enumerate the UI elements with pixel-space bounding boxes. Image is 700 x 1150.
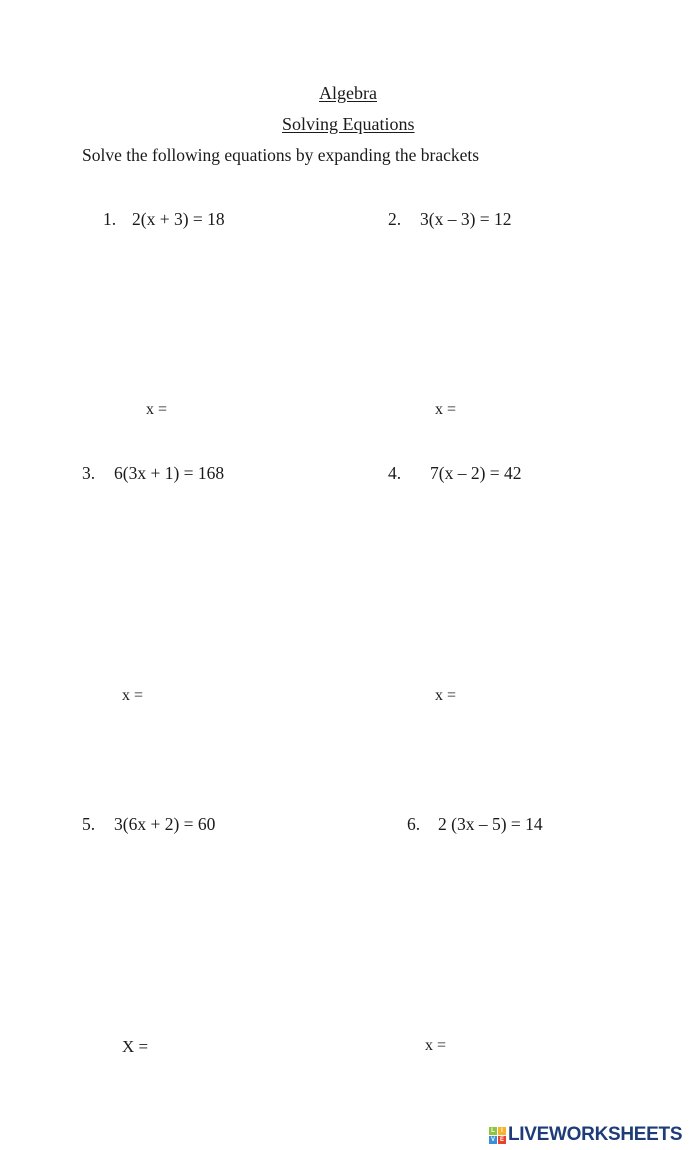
- answer-label-4: x =: [435, 687, 457, 704]
- question-6: [407, 814, 543, 835]
- question-number: 1.: [103, 209, 117, 229]
- logo-letter: E: [499, 1136, 504, 1143]
- question-4: [388, 463, 522, 484]
- question-number: 5.: [82, 814, 96, 834]
- answer-label-5: X =: [122, 1037, 149, 1056]
- worksheet-title: Algebra: [319, 83, 377, 103]
- logo-letter: I: [498, 1127, 506, 1135]
- answer-label-6: x =: [425, 1037, 447, 1054]
- brand-name: LIVEWORKSHEETS: [508, 1124, 683, 1145]
- question-number: 3.: [82, 463, 96, 483]
- live-blocks-icon: [489, 1127, 506, 1144]
- question-number: 6.: [407, 814, 421, 834]
- worksheet-subtitle: Solving Equations: [282, 114, 415, 134]
- liveworksheets-logo: [489, 1124, 682, 1146]
- answer-label-1: x =: [146, 401, 168, 418]
- instructions: Solve the following equations by expanding the brackets: [82, 145, 480, 165]
- question-equation: 6(3x + 1) = 168: [114, 463, 225, 483]
- question-3: [82, 463, 224, 484]
- question-number: 4.: [388, 463, 402, 483]
- question-equation: 2(x + 3) = 18: [132, 209, 225, 229]
- answer-label-3: x =: [122, 687, 144, 704]
- question-equation: 7(x – 2) = 42: [430, 463, 522, 483]
- answer-label-2: x =: [435, 401, 457, 418]
- question-5: [82, 814, 215, 835]
- logo-letter: L: [489, 1127, 497, 1135]
- question-equation: 2 (3x – 5) = 14: [438, 814, 543, 834]
- logo-letter: V: [490, 1136, 495, 1143]
- question-equation: 3(6x + 2) = 60: [114, 814, 216, 834]
- question-2: [388, 209, 512, 230]
- question-number: 2.: [388, 209, 402, 229]
- question-equation: 3(x – 3) = 12: [420, 209, 512, 229]
- question-1: [103, 209, 225, 230]
